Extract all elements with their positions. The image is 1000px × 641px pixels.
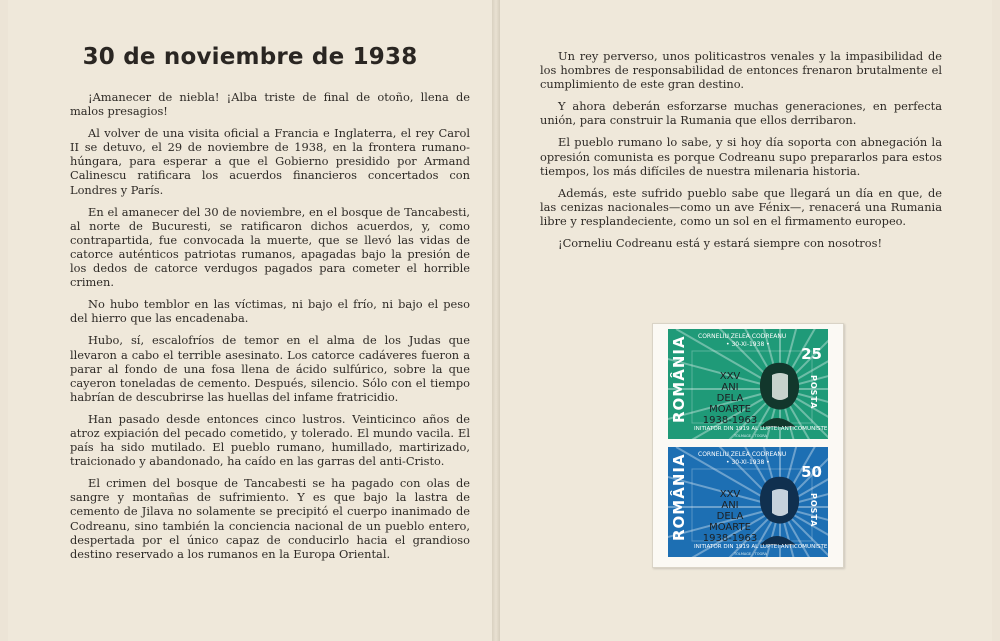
stamp-date-text: • 30-XI-1938 •	[726, 459, 770, 466]
overprint-line: DELA	[716, 393, 744, 404]
stamp-overprint	[686, 489, 774, 544]
stamp-50	[668, 447, 828, 557]
paragraph: Y ahora deberán esforzarse muchas generaciones, en perfecta unión, para construir la Rumania que ellos derribaron.	[540, 99, 942, 128]
paragraph: ¡Amanecer de niebla! ¡Alba triste de final de otoño, llena de malos presagios!	[70, 90, 470, 119]
paragraph: Hubo, sí, escalofríos de temor en el alma de los Judas que llevaron a cabo el terrible asesinato. Los catorce cadáveres fueron a parar al fondo de una fosa llena de ácido sulfúrico, sobre la que cayeron toneladas de cemento. Después, silencio. Sólo con el tiempo habrían de descubrirse las huellas del infame fratricidio.	[70, 333, 470, 404]
stamp-credit-text: TOLMAGE - TOGRA	[734, 434, 767, 438]
stamp-posta: POSTA	[809, 493, 818, 528]
stamp-posta: POSTA	[809, 375, 818, 410]
paragraph: El pueblo rumano lo sabe, y si hoy día soporta con abnegación la opresión comunista es porque Codreanu supo prepararlos para estos tiempos, los más difíciles de nuestra milenaria historia.	[540, 135, 942, 178]
stamp-credit-text: TOLMAGE - TOGRA	[734, 552, 767, 556]
stamp-value: 50	[801, 463, 822, 481]
overprint-line: MOARTE	[709, 522, 751, 533]
stamp-header-text: CORNELIU ZELEA CODREANU	[698, 451, 787, 458]
overprint-line: XXV	[719, 489, 741, 500]
paragraph: No hubo temblor en las víctimas, ni bajo el frío, ni bajo el peso del hierro que las encadenaba.	[70, 297, 470, 326]
stamp-footer-text: INITIATOR DIN 1919 AL LUPTEI ANTICOMUNISTE	[694, 544, 828, 550]
paragraph: Han pasado desde entonces cinco lustros. Veinticinco años de atroz expiación del pecado cometido, y tolerado. El mundo vacila. El país ha sido mutilado. El pueblo rumano, humillado, martirizado, traicionado y abandonado, ha caído en las garras del anti-Cristo.	[70, 411, 470, 469]
overprint-line: 1938-1963	[702, 415, 758, 426]
overprint-line: DELA	[716, 511, 744, 522]
paragraph: En el amanecer del 30 de noviembre, en el bosque de Tancabesti, al norte de Bucuresti, se ratificaron dichos acuerdos, y, como contrapartida, fue convocada la muerte, que se llevó las vidas de catorce auténticos patriotas rumanos, apagadas bajo la presión de los dedos de catorce verdugos pagados para cometer el horrible crimen.	[70, 204, 470, 290]
overprint-line: ANI	[721, 382, 739, 393]
closing-line: ¡Corneliu Codreanu está y estará siempre con nosotros!	[558, 236, 883, 251]
page-fold	[492, 0, 500, 641]
overprint-line: MOARTE	[709, 404, 751, 415]
right-page	[500, 0, 992, 641]
overprint-line: XXV	[719, 371, 741, 382]
left-page	[8, 0, 492, 641]
paragraph: El crimen del bosque de Tancabesti se ha pagado con olas de sangre y montañas de sufrimiento. Y es que bajo la lastra de cemento de Jilava no solamente se precipitó el cuerpo inanimado de Codreanu, sino también la conciencia nacional de un pueblo entero, despertada por el único capaz de conducirlo hacia el grandioso destino reservado a los rumanos en la Europa Oriental.	[70, 476, 470, 561]
paragraph: Al volver de una visita oficial a Francia e Inglaterra, el rey Carol II se detuvo, el 29 de noviembre de 1938, en la frontera rumano-húngara, para esperar a que el Gobierno presidido por Armand Calinescu ratificara los acuerdos financieros concertados con Londres y París.	[70, 126, 470, 197]
stamp-sheet	[652, 323, 844, 568]
stamp-footer-text: INITIATOR DIN 1919 AL LUPTEI ANTICOMUNISTE	[694, 426, 828, 432]
stamp-date-text: • 30-XI-1938 •	[726, 341, 770, 348]
stamp-header-text: CORNELIU ZELEA CODREANU	[698, 333, 787, 340]
left-page-text	[70, 90, 470, 569]
paragraph: Un rey perverso, unos politicastros venales y la impasibilidad de los hombres de responsabilidad de entonces frenaron brutalmente el cumplimiento de este gran destino.	[540, 49, 942, 92]
overprint-line: 1938-1963	[702, 533, 758, 544]
stamp-overprint	[686, 371, 774, 426]
stamp-country: ROMÂNIA	[670, 335, 688, 423]
stamp-value: 25	[801, 345, 822, 363]
right-page-text	[540, 49, 942, 258]
overprint-line: ANI	[721, 500, 739, 511]
paragraph: Además, este sufrido pueblo sabe que llegará un día en que, de las cenizas nacionales—como un ave Fénix—, renacerá una Rumania libre y resplandeciente, como un sol en el firmamento europeo.	[540, 185, 942, 228]
stamp-country: ROMÂNIA	[670, 453, 688, 541]
page-title: 30 de noviembre de 1938	[82, 44, 418, 70]
stamp-25	[668, 329, 828, 439]
